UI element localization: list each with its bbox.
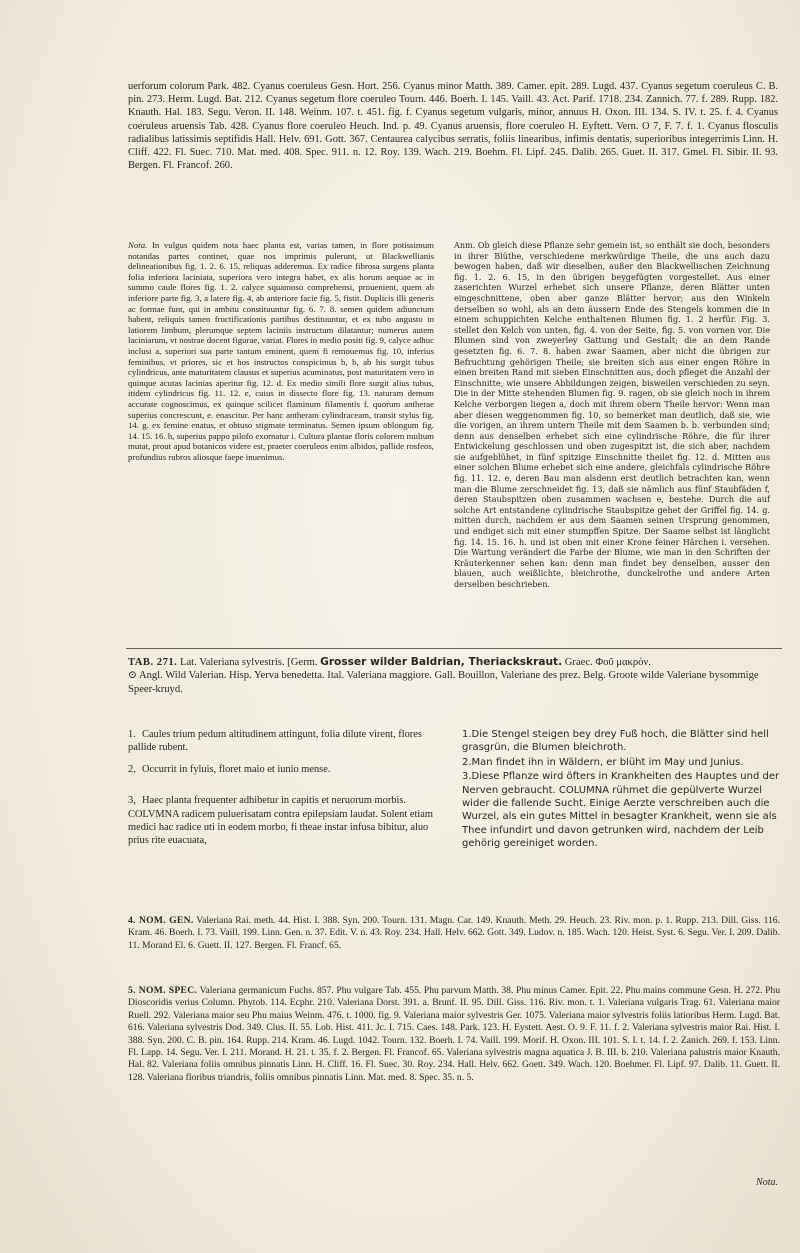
tab-header	[128, 656, 780, 696]
uses-latin-item-1: 1. Caules trium pedum altitudinem attingunt, folia dilute virent, flores pallide rubent.	[128, 729, 422, 754]
nota-latin-text: In vulgus quidem nota haec planta est, varias tamen, in flore potissimum notandas partes continet, quae nos imprimis pulerunt, ut Blackwellianis delineationibus fig. 1. 2. 6. 15, reliquas adderemus. Ex radice fibrosa surgens planta folia inferiora laciniata, superiora vero integra habet, ex alis horum aequae ac in summo caule flores fig. 1. 2. calyce squamoso comprehensi, prouenient, quem ab inferiore parte fig. 3, a latere fig. 4, ab anteriore facie fig. 5, fistit. Duplicis illi generis ac formae funt, qui in ambitu constituuntur fig. 6. 7. 8. semen quidem adiunctum habent, reliquis tamen fructificationis partibus destituuntur, et ex tubo angusto in latiorem limbum, plerumque septem laciniis instructum dilatantur; numerus autem laciniarum, vt nostrae docent figurae, variat. Flores in medio positi fig. 9, calyce adhuc inclusi a, superiori sua parte tantum eminent, quem fi remouemus fig. 10, inferius feminibus, vt priores, sic et hos instructos conspicimus b, b, ab his surgit tubus cylindricus, ante maturitatem clausus et superius acuminatus, post maturitatem vero in quinque acutas lacinias aperitur fig. 12. d. Ex medio simili flore surgit alius tubus, itidem cylindricus fig. 11. 12. e, cuius in dissecto flore fig. 13. naturam demum accurate cognoscimus, ex quinque scilicet flaminum filamentis f. quorum antherae superius concrescunt, e. enascitur. Per hanc antheram cylindraceam, transit stylus fig. 14. g. ex femine enatus, et obtuso stigmate terminatus. Semen ipsum oblongum fig. 14. 15. 16. h, superius pappo pilofo exornatur i. Cultura plantae floris colorem multum mutat, prout apud botanicos videre est, praeter coeruleos enim albidos, pallide rosfeos, profundius rubros aliosque faepe inuenimus.	[128, 240, 435, 462]
uses-german	[462, 728, 780, 852]
uses-german-item-3: 3.Diese Pflanze wird öfters in Krankheiten des Hauptes und der Nerven gebraucht. COLUMNA rühmet die gepülverte Wurzel wider die fallende Sucht. Einige Aerzte verschreiben auch die Wurzel, als ein gutes Mittel in besagter Krankheit, wenn sie als Thee infundirt und davon getrunken wird, nachdem der Leib gehörig gereiniget worden.	[462, 771, 780, 850]
synonym-paragraph: uerforum colorum Park. 482. Cyanus coeruleus Gesn. Hort. 256. Cyanus minor Matth. 389. Camer. epit. 289. Lugd. 437. Cyanus segetum coeruleus C. B. pin. 273. Herm. Lugd. Bat. 212. Cyanus segetum flore coeruleo Tourn. 446. Boerh. I. 145. Vaill. 43. Act. Parif. 1718. 234. Zannich. 77. f. 289. Rupp. 182. Knauth. Hal. 183. Segu. Veron. II. 148. Weinm. 107. t. 451. fig. f. Cyanus segetum vulgaris, minor, annuus H. Oxon. III. 134. S. IV. t. 25. f. 4. Cyanus coeruleus aruensis Tab. 428. Cyanus flore coeruleo Heuch. Ind. p. 49. Cyanus aruensis, flore coeruleo H. Eyftett. Vern. O 7, F. 7. f. 1. Cyanus flosculis radialibus latissimis septifidis Hall. Helv. 691. Gott. 367. Centaurea calycibus serratis, foliis linearibus, infimis dentatis, superioribus integerrimis Linn. H. Cliff. 422. Fl. Suec. 710. Mat. med. 408. Spec. 911. n. 12. Roy. 139. Wach. 219. Boehm. Fl. Lipf. 245. Dalib. 265. Guet. II. 317. Gmel. Fl. Sibir. II. 93. Bergen. Fl. Francof. 260.	[128, 81, 778, 172]
uses-german-item-1: 1.Die Stengel steigen bey drey Fuß hoch, die Blätter sind hell grasgrün, die Blumen bleichroth.	[462, 729, 769, 754]
catchword: Nota.	[756, 1177, 778, 1188]
nota-latin-column	[128, 240, 434, 462]
section-nomen-genericum	[128, 915, 780, 952]
uses-latin-item-2: 2, Occurrit in fyluis, floret maio et iunio mense.	[128, 763, 331, 775]
anm-german-text: Anm. Ob gleich diese Pflanze sehr gemein ist, so enthält sie doch, besonders in ihrer Blüthe, verschiedene merkwürdige Theile, die uns auch dazu bewogen haben, daß wir dieselben, außer den Blackwellischen Zeichnung fig. 1. 2. 6. 15, in den übrigen beygefügten vorgestellet. Aus einer zaserichten Wurzel erhebet sich unsere Pflanze, deren Blätter unten eingeschnittene, oben aber ganze Blätter hervor; aus den Winkeln derselben so wohl, als an dem äussern Ende des Stengels kommen die in einem schuppichten Kelche enthaltenen Blumen fig. 1. 2 herfür. Fig. 3. stellet den Kelch von unten, fig. 4. von der Seite, fig. 5. von vornen vor. Die Blumen sind von zweyerley Gattung und Gestalt; die an dem Rande gesetzten fig. 6. 7. 8. haben zwar Saamen, aber nicht die übrigen zur Befruchtung gehörigen Theile; sie breiten sich aus einer engen Röhre in einen breiten Rand mit sieben Einschnitten aus, doch pfleget die Anzahl der Einschnitte, wie unsere Abbildungen zeigen, bisweilen verschieden zu seyn. Die in der Mitte stehenden Blumen fig. 9. ragen, ob sie gleich noch in ihrem Kelche verborgen liegen a, doch mit ihrem obern Theile hervor: Wenn man aber diesen weggenommen fig. 10, so bemerket man deutlich, daß sie, wie die vorigen, an ihrem untern Theile mit dem Saamen b. b. verbunden sind; denn aus denselben erhebet sich eine cylindrische Röhre, die für ihrer Entwickelung geschlossen und oben zugespitzt ist, die sich aber, nachdem sie aufgeblühet, in fünf spitzige Einschnitte theilet fig. 12. d. Mitten aus einer solchen Blume erhebet sich eine andere, gleichfals cylindrische Röhre fig. 11. 12. e, deren Bau man alsdenn erst deutlich betrachten kan, wenn man die Blume zerschneidet fig. 13, daß sie nämlich aus fünf Staubfäden f, deren Staubspitzen oben zusammen wachsen e, bestehe. Durch die auf solche Art entstandene cylindrische Staubspitze gehet der Griffel fig. 14. g. mitten durch, nachdem er aus dem Saamen seinen Ursprung genommen, und endiget sich mit einer stumpffen Spitze. Der Saame selbst ist länglicht fig. 14. 15. 16. h. und ist oben mit einer Krone feiner Härchen i. versehen. Die Wartung verändert die Farbe der Blume, wie man in den Schriften der Kräuterkenner sehen kan: denn man findet bey denselben, ausser den blauen, auch weißlichte, bleichrothe, dunckelrothe und andere Arten derselben beschrieben.	[454, 240, 770, 589]
tab-greek-name: Graec. Φοῦ μακρόν.	[564, 657, 651, 668]
tab-german-name: Grosser wilder Baldrian, Theriackskraut.	[320, 656, 563, 668]
anm-german-column	[454, 240, 770, 590]
section-nomen-specificum	[128, 985, 780, 1084]
tab-latin-name: Lat. Valeriana sylvestris. [Germ.	[180, 657, 318, 668]
tab-number: TAB. 271.	[128, 657, 178, 668]
section5-text: Valeriana germanicum Fuchs. 857. Phu vulgare Tab. 455. Phu parvum Matth. 38. Phu minus Camer. Epit. 22. Phu mains commune Gesn. H. 272. Phu Dioscoridis verius Column. Phytob. 114. Ecphr. 210. Valeriana Dorst. 391. a. Brunf. II. 95. Dill. Giss. 116. Riv. mon. t. 1. Valeriana vulgaris Trag. 61. Valeriana maior Ruell. 292. Valeriana maior seu Phu maius Weinm. 476. t. 1000. fig. 9. Valeriana maior sylvestris Ger. 1075. Valeriana maior sylvestris foliis latioribus Herm. Lugd. Bat. 616. Valeriana sylvestris Dod. 349. Clus. II. 55. Lob. Hist. 411. Jc. I. 715. Caes. 148. Park. 123. H. Eystett. Aest. O. 9. F. 11. f. 2. Valeriana sylvestris maior Rai. Hist. I. 388. Syn. 200. C. B. pin. 164. Rupp. 214. Kram. 46. Lugd. 1042. Tourn. 132. Boerh. I. 74. Vaill. 199. Morif. H. Oxon. III. 101. S. I. t. 14. f. 2. Zanich. 269. f. 153. Linn. Fl. Lapp. 14. Segu. Ver. I. 211. Morand. H. 21. t. 35. f. 2. Bergen. Fl. Francof. 65. Valeriana sylvestris magna aquatica J. B. III. b. 210. Valeriana palustris maior Knauth. Hal. 82. Valeriana foliis omnibus pinnatis Linn. H. Cliff. 16. Fl. Suec. 30. Roy. 234. Hall. Helv. 662. Goett. 349. Wach. 120. Boehmer. Fl. Lipf. 97. Dalib. 11. Guett. II. 128. Valeriana floribus triandris, foliis omnibus pinnatis Linn. Mat. med. 8. Spec. 35. n. 5.	[128, 985, 780, 1083]
section4-text: Valeriana Rai. meth. 44. Hist. I. 388. Syn. 200. Tourn. 131. Magn. Car. 149. Knauth. Meth. 29. Heuch. 23. Riv. mon. p. 1. Rupp. 213. Dill. Giss. 116. Kram. 46. Boerh. I. 73. Vaill. 199. Linn. Gen. n. 37. Edit. V. n. 43. Roy. 234. Hall. Helv. 662. Gott. 349. Ludov. n. 185. Wach. 120. Heist. Syst. 6. Segu. Ver. I. 209. Dalib. 11. Morand El. 6. Guett. II. 127. Bergen. Fl. Francf. 65.	[128, 915, 780, 951]
nota-label: Nota.	[128, 240, 148, 250]
uses-latin	[128, 728, 450, 849]
section4-label: 4. NOM. GEN.	[128, 915, 194, 926]
tab-vernacular-names: ⊙ Angl. Wild Valerian. Hisp. Yerva benedetta. Ital. Valeriana maggiore. Gall. Bouillon, Valeriane des prez. Belg. Groote wilde Valeriane bysommige Speer-kruyd.	[128, 670, 759, 695]
uses-german-item-2: 2.Man findet ihn in Wäldern, er blüht im May und Junius.	[462, 756, 744, 768]
section5-label: 5. NOM. SPEC.	[128, 985, 198, 996]
section-divider	[126, 648, 782, 649]
uses-latin-item-3: 3, Haec planta frequenter adhibetur in capitis et neruorum morbis. COLVMNA radicem puluerisatam contra epilepsiam laudat. Solent etiam medici hac radice uti in eodem morbo, fi theae instar infusa bibitur, aluo prius rite euacuata,	[128, 795, 433, 847]
